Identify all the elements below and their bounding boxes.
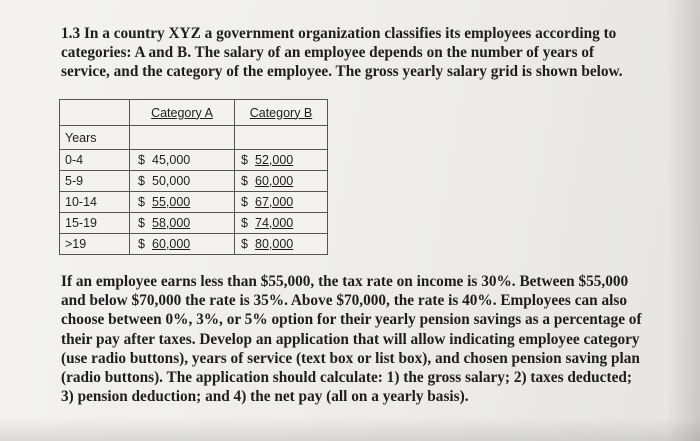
years-label: Years (60, 126, 130, 150)
table-header-row (60, 100, 328, 126)
problem-body (61, 272, 691, 406)
table-years-row (60, 126, 328, 150)
years-range-cell: 15-19 (60, 213, 130, 234)
table-row (60, 171, 328, 192)
header-category-a: Category A (130, 100, 235, 126)
table-row (60, 234, 328, 255)
body-line: (use radio buttons), years of service (text box or list box), and chosen pension saving plan (61, 349, 640, 367)
salary-a-cell: $ 58,000 (130, 213, 235, 234)
body-line: 3) pension deduction; and 4) the net pay (all on a yearly basis). (61, 388, 469, 406)
empty-cell (130, 126, 235, 150)
body-line: (radio buttons). The application should calculate: 1) the gross salary; 2) taxes deducted; (61, 369, 632, 387)
header-category-b: Category B (235, 100, 328, 126)
years-range-cell: 5-9 (60, 171, 130, 192)
page-shadow (666, 0, 700, 441)
body-line: If an employee earns less than $55,000, the tax rate on income is 30%. Between $55,000 (61, 273, 629, 290)
body-line: choose between 0%, 3%, or 5% option for their yearly pension savings as a percentage of (61, 311, 642, 329)
body-line: their pay after taxes. Develop an application that will allow indicating employee category (61, 330, 640, 348)
header-corner-cell (60, 100, 130, 126)
salary-b-cell: $ 74,000 (235, 213, 328, 234)
salary-a-cell: $ 50,000 (130, 171, 235, 192)
salary-b-cell: $ 80,000 (235, 234, 328, 255)
salary-b-cell: $ 60,000 (235, 171, 328, 192)
intro-line: categories: A and B. The salary of an employee depends on the number of years of (61, 44, 595, 62)
page-shadow (0, 417, 700, 441)
years-range-cell: 0-4 (60, 150, 130, 171)
intro-line: 1.3 In a country XYZ a government organization classifies its employees according to (61, 25, 617, 42)
salary-a-cell: $ 60,000 (130, 234, 235, 255)
table-row (60, 213, 328, 234)
problem-intro (61, 24, 691, 82)
salary-a-cell: $ 55,000 (130, 192, 235, 213)
body-line: and below $70,000 the rate is 35%. Above $70,000, the rate is 40%. Employees can also (61, 292, 627, 310)
empty-cell (235, 126, 328, 150)
salary-a-cell: $ 45,000 (130, 150, 235, 171)
years-range-cell: 10-14 (60, 192, 130, 213)
salary-grid-table (59, 99, 328, 255)
table-row (60, 150, 328, 171)
intro-line: service, and the category of the employee. The gross yearly salary grid is shown below. (61, 63, 623, 81)
years-range-cell: >19 (60, 234, 130, 255)
salary-b-cell: $ 52,000 (235, 150, 328, 171)
table-row (60, 192, 328, 213)
salary-b-cell: $ 67,000 (235, 192, 328, 213)
